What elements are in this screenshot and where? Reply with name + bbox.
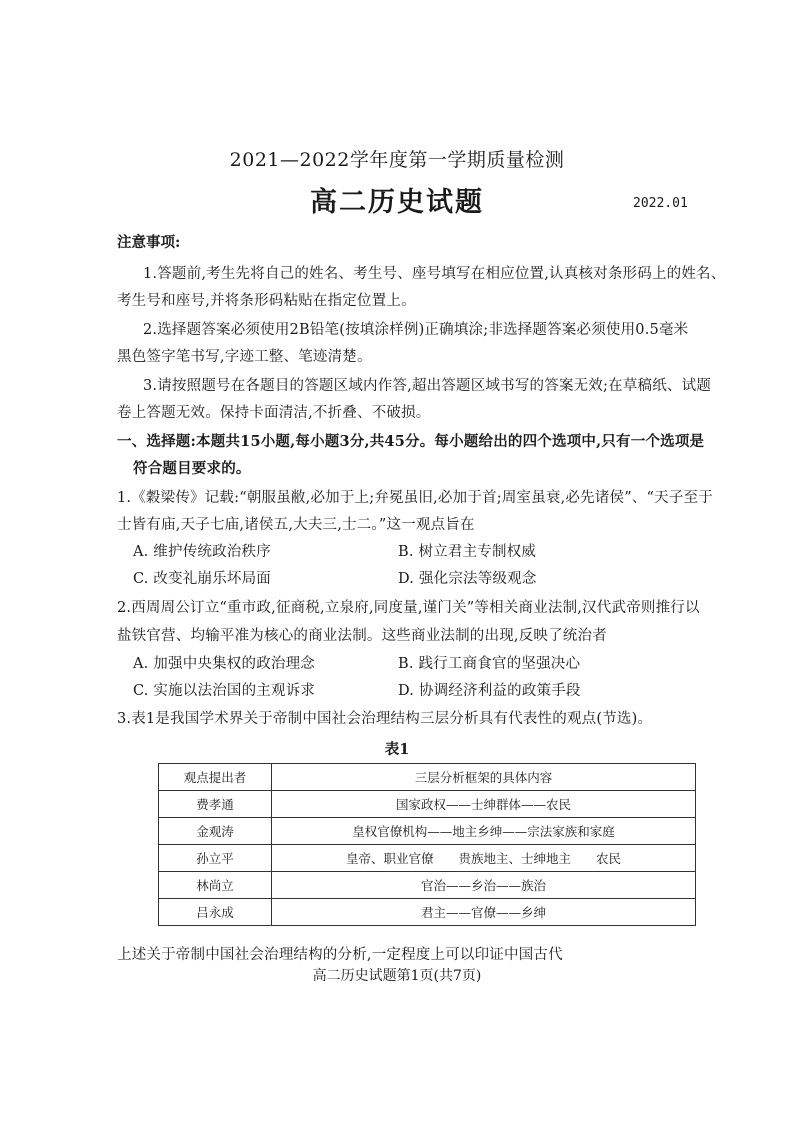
header-content: 三层分析框架的具体内容 [272, 764, 696, 791]
table-row [159, 872, 696, 899]
opinions-table [158, 763, 696, 926]
q2-option-c: C. 实施以法治国的主观诉求 [133, 683, 316, 699]
header-proposer: 观点提出者 [159, 764, 272, 791]
q2-option-d: D. 协调经济利益的政策手段 [398, 683, 581, 699]
q2-option-b: B. 践行工商食官的坚强决心 [398, 656, 581, 672]
table-row [159, 899, 696, 926]
q3-stem-line-1: 3.表1是我国学术界关于帝制中国社会治理结构三层分析具有代表性的观点(节选)。 [117, 711, 653, 727]
row-content: 皇权官僚机构——地主乡绅——宗法家族和家庭 [272, 818, 696, 845]
section-1-heading-line-2: 符合题目要求的。 [133, 460, 251, 477]
row-proposer: 林尚立 [159, 872, 272, 899]
notice-item-1-line-1: 1.答题前,考生先将自己的姓名、考生号、座号填写在相应位置,认真核对条形码上的姓名、 [143, 266, 726, 282]
exam-date: 2022.01 [633, 196, 688, 211]
q1-option-b: B. 树立君主专制权威 [398, 544, 537, 560]
q2-stem-line-1: 2.西周周公订立“重市政,征商税,立泉府,同度量,谨门关”等相关商业法制,汉代武帝则推行以 [117, 600, 700, 616]
row-content: 皇帝、职业官僚 贵族地主、士绅地主 农民 [272, 845, 696, 872]
page-footer: 高二历史试题第1页(共7页) [312, 968, 482, 984]
notice-heading: 注意事项: [117, 234, 181, 251]
q1-stem-line-1: 1.《穀梁传》记载:“朝服虽敝,必加于上;弁冕虽旧,必加于首;周室虽衰,必先诸侯”、“天子至于 [117, 490, 713, 506]
notice-item-3-line-2: 卷上答题无效。保持卡面清洁,不折叠、不破损。 [117, 405, 431, 421]
q1-stem-line-2: 士皆有庙,天子七庙,诸侯五,大夫三,士二。”这一观点旨在 [117, 517, 475, 533]
q3-after-table-line: 上述关于帝制中国社会治理结构的分析,一定程度上可以印证中国古代 [117, 947, 563, 963]
row-proposer: 金观涛 [159, 818, 272, 845]
q2-stem-line-2: 盐铁官营、均输平准为核心的商业法制。这些商业法制的出现,反映了统治者 [117, 628, 607, 644]
table-row [159, 845, 696, 872]
row-proposer: 费孝通 [159, 791, 272, 818]
q1-option-c: C. 改变礼崩乐坏局面 [133, 571, 271, 587]
table-row [159, 818, 696, 845]
section-1-heading-line-1: 一、选择题:本题共15小题,每小题3分,共45分。每小题给出的四个选项中,只有一个选项是 [117, 433, 705, 450]
notice-item-2-line-2: 黑色签字笔书写,字迹工整、笔迹清楚。 [117, 349, 372, 365]
row-content: 官治——乡治——族治 [272, 872, 696, 899]
row-content: 君主——官僚——乡绅 [272, 899, 696, 926]
row-proposer: 孙立平 [159, 845, 272, 872]
exam-year-line: 2021—2022学年度第一学期质量检测 [229, 149, 565, 171]
notice-item-2-line-1: 2.选择题答案必须使用2B铅笔(按填涂样例)正确填涂;非选择题答案必须使用0.5毫米 [143, 322, 689, 338]
row-proposer: 吕永成 [159, 899, 272, 926]
table-row [159, 791, 696, 818]
q1-option-d: D. 强化宗法等级观念 [398, 571, 537, 587]
notice-item-1-line-2: 考生号和座号,并将条形码粘贴在指定位置上。 [117, 293, 416, 309]
table-title: 表1 [384, 741, 410, 758]
q2-option-a: A. 加强中央集权的政治理念 [133, 656, 315, 672]
exam-title: 高二历史试题 [310, 187, 484, 218]
q1-option-a: A. 维护传统政治秩序 [133, 544, 271, 560]
table-header-row [159, 764, 696, 791]
notice-item-3-line-1: 3.请按照题号在各题目的答题区域内作答,超出答题区域书写的答案无效;在草稿纸、试题 [143, 378, 712, 394]
row-content: 国家政权——士绅群体——农民 [272, 791, 696, 818]
